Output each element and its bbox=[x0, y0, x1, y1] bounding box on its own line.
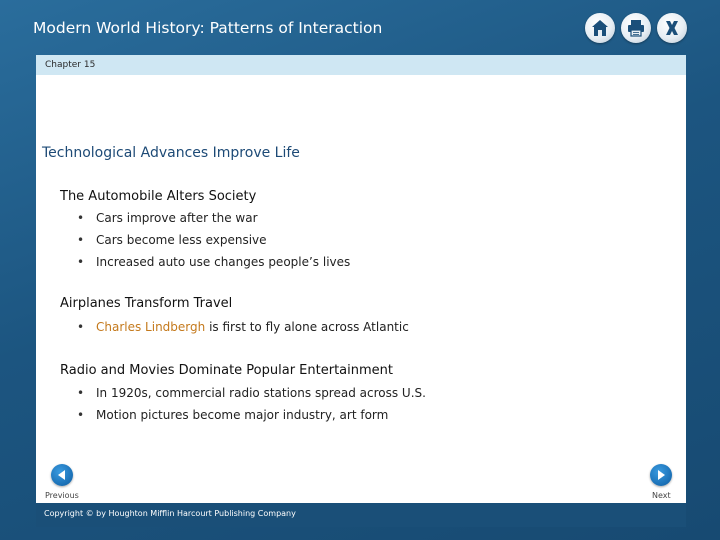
slide-title: Technological Advances Improve Life bbox=[42, 145, 300, 161]
footer-bar bbox=[36, 503, 686, 527]
bullet-text: is first to fly alone across Atlantic bbox=[205, 320, 409, 334]
list-item bbox=[77, 407, 389, 423]
bullet-icon: • bbox=[77, 386, 85, 400]
slide-content bbox=[36, 75, 686, 503]
section-heading-airplanes: Airplanes Transform Travel bbox=[60, 296, 233, 311]
next-label: Next bbox=[652, 491, 671, 500]
list-item bbox=[77, 319, 409, 335]
bullet-icon: • bbox=[77, 255, 85, 269]
printer-icon bbox=[626, 18, 646, 38]
copyright-text: Copyright © by Houghton Mifflin Harcourt Publishing Company bbox=[44, 509, 296, 518]
chapter-bar bbox=[36, 55, 686, 75]
close-button[interactable] bbox=[657, 13, 687, 43]
list-item bbox=[77, 385, 426, 401]
section-heading-radio-movies: Radio and Movies Dominate Popular Entertainment bbox=[60, 363, 393, 378]
home-icon bbox=[590, 18, 610, 38]
bullet-text: Increased auto use changes people’s lives bbox=[96, 255, 351, 269]
arrow-right-icon bbox=[655, 469, 667, 481]
app-title: Modern World History: Patterns of Interaction bbox=[33, 19, 383, 37]
list-item bbox=[77, 254, 351, 270]
arrow-left-icon bbox=[56, 469, 68, 481]
next-button[interactable] bbox=[650, 464, 672, 486]
bullet-text: In 1920s, commercial radio stations spread across U.S. bbox=[96, 386, 426, 400]
bullet-text: Cars improve after the war bbox=[96, 211, 258, 225]
list-item bbox=[77, 210, 258, 226]
bullet-icon: • bbox=[77, 233, 85, 247]
bullet-icon: • bbox=[77, 408, 85, 422]
bullet-text: Cars become less expensive bbox=[96, 233, 267, 247]
chapter-label: Chapter 15 bbox=[45, 60, 96, 70]
print-button[interactable] bbox=[621, 13, 651, 43]
section-heading-automobile: The Automobile Alters Society bbox=[60, 189, 257, 204]
previous-label: Previous bbox=[45, 491, 79, 500]
close-icon bbox=[662, 18, 682, 38]
list-item bbox=[77, 232, 267, 248]
home-button[interactable] bbox=[585, 13, 615, 43]
highlight-term: Charles Lindbergh bbox=[96, 320, 206, 334]
bullet-text: Motion pictures become major industry, art form bbox=[96, 408, 389, 422]
previous-button[interactable] bbox=[51, 464, 73, 486]
bullet-icon: • bbox=[77, 211, 85, 225]
bullet-icon: • bbox=[77, 320, 85, 334]
